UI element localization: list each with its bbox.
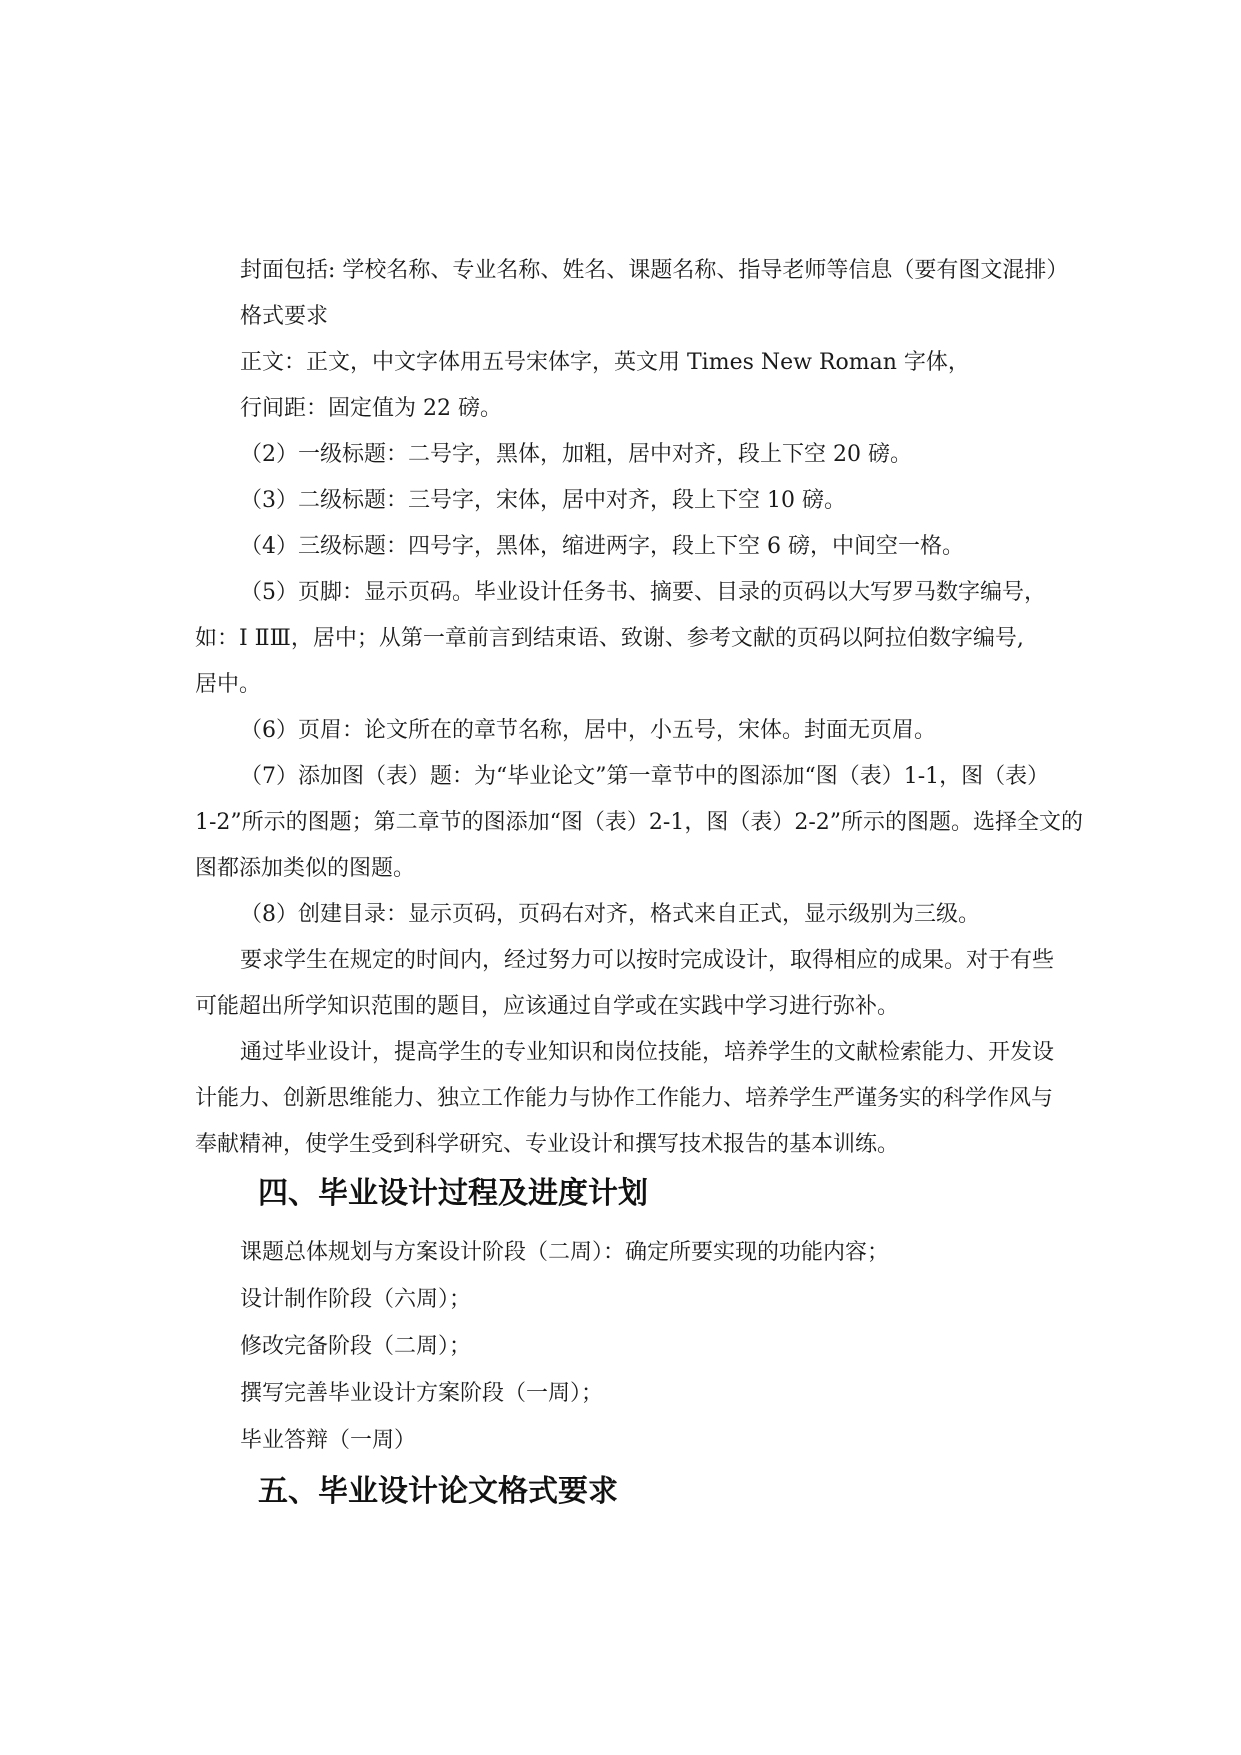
line-spacing-line: 行间距：固定值为 22 磅。: [240, 396, 502, 421]
list-item-7-line-1: （7）添加图（表）题：为“毕业论文”第一章节中的图添加“图（表）1-1，图（表）: [240, 764, 1050, 789]
list-item-5-line-2: 如：Ⅰ ⅡⅢ，居中；从第一章前言到结束语、致谢、参考文献的页码以阿拉伯数字编号,: [195, 626, 1024, 651]
goal-para-line-1: 通过毕业设计，提高学生的专业知识和岗位技能，培养学生的文献检索能力、开发设: [240, 1040, 1055, 1065]
goal-para-line-2: 计能力、创新思维能力、独立工作能力与协作工作能力、培养学生严谨务实的科学作风与: [195, 1086, 1054, 1111]
list-item-3: （3）二级标题：三号字，宋体，居中对齐，段上下空 10 磅。: [240, 488, 846, 513]
body-text-line: 正文：正文，中文字体用五号宋体字，英文用 Times New Roman 字体，: [240, 350, 970, 375]
list-item-8: （8）创建目录：显示页码，页码右对齐，格式来自正式，显示级别为三级。: [240, 902, 980, 927]
list-item-7-line-3: 图都添加类似的图题。: [195, 856, 416, 881]
list-item-4: （4）三级标题：四号字，黑体，缩进两字，段上下空 6 磅，中间空一格。: [240, 534, 964, 559]
requirement-para-line-2: 可能超出所学知识范围的题目，应该通过自学或在实践中学习进行弥补。: [195, 994, 900, 1019]
list-item-5-line-3: 居中。: [195, 672, 262, 697]
list-item-2: （2）一级标题：二号字，黑体，加粗，居中对齐，段上下空 20 磅。: [240, 442, 912, 467]
list-item-6: （6）页眉：论文所在的章节名称，居中，小五号，宋体。封面无页眉。: [240, 718, 936, 743]
requirement-para-line-1: 要求学生在规定的时间内，经过努力可以按时完成设计，取得相应的成果。对于有些: [240, 948, 1055, 973]
section-4-heading: 四、毕业设计过程及进度计划: [258, 1176, 648, 1211]
list-item-5-line-1: （5）页脚：显示页码。毕业设计任务书、摘要、目录的页码以大写罗马数字编号，: [240, 580, 1046, 605]
schedule-item-1: 课题总体规划与方案设计阶段（二周）：确定所要实现的功能内容；: [240, 1240, 890, 1265]
format-requirements-label: 格式要求: [240, 304, 329, 329]
cover-line: 封面包括: 学校名称、专业名称、姓名、课题名称、指导老师等信息（要有图文混排）: [240, 258, 1069, 283]
goal-para-line-3: 奉献精神，使学生受到科学研究、专业设计和撰写技术报告的基本训练。: [195, 1132, 900, 1157]
schedule-item-3: 修改完备阶段（二周）；: [240, 1334, 472, 1359]
schedule-item-5: 毕业答辩（一周）: [240, 1428, 417, 1453]
schedule-item-2: 设计制作阶段（六周）；: [240, 1287, 472, 1312]
list-item-7-line-2: 1-2”所示的图题；第二章节的图添加“图（表）2-1，图（表）2-2”所示的图题。选择全文的: [195, 810, 1084, 835]
section-5-heading: 五、毕业设计论文格式要求: [258, 1474, 618, 1509]
schedule-item-4: 撰写完善毕业设计方案阶段（一周）；: [240, 1381, 604, 1406]
